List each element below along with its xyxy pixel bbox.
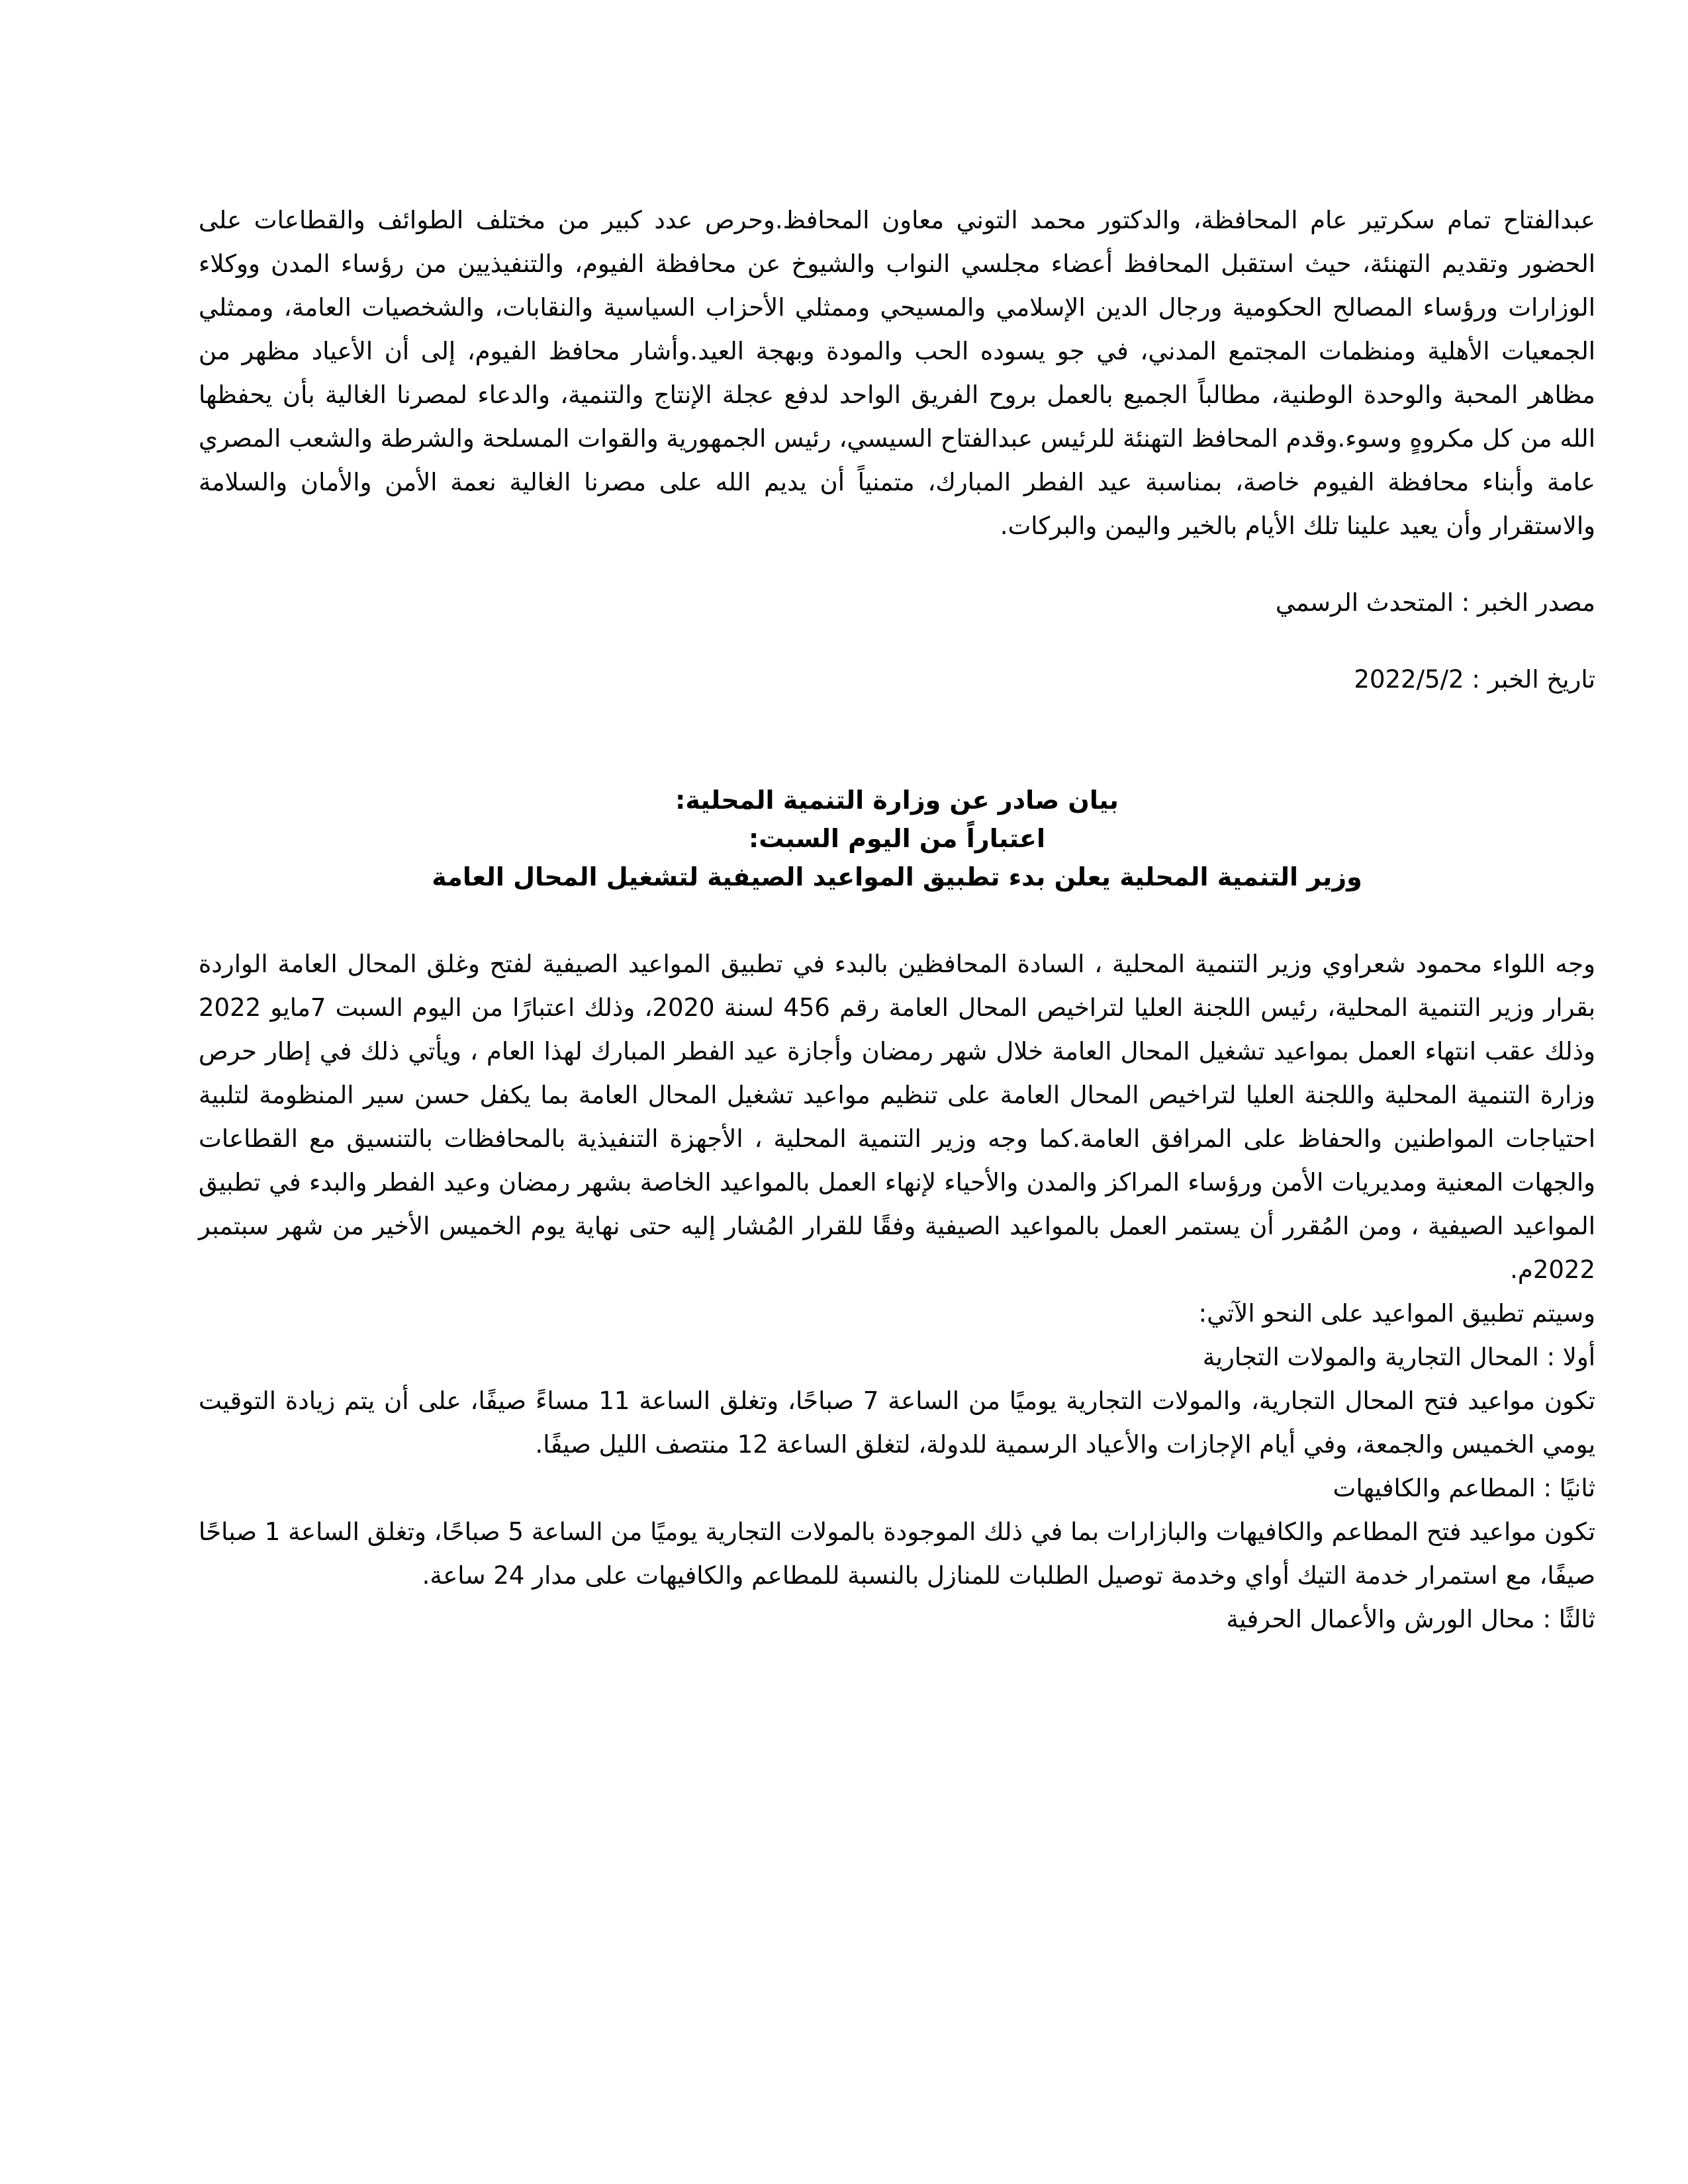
page-content <box>199 199 1595 1641</box>
statement-headline <box>199 781 1595 896</box>
section-third-title: ثالثًا : محال الورش والأعمال الحرفية <box>1226 1605 1595 1633</box>
news-date: تاريخ الخبر : 2022/5/2 <box>1354 665 1595 694</box>
statement-heading-2: اعتباراً من اليوم السبت: <box>749 824 1045 853</box>
news-source: مصدر الخبر : المتحدث الرسمي <box>1275 588 1595 617</box>
section-second-title: ثانيًا : المطاعم والكافيهات <box>1333 1474 1595 1502</box>
statement-heading-3: وزير التنمية المحلية يعلن بدء تطبيق المواعيد الصيفية لتشغيل المحال العامة <box>432 862 1362 891</box>
statement-intro: وسيتم تطبيق المواعيد على النحو الآتي: <box>1198 1299 1595 1328</box>
section-first-title: أولا : المحال التجارية والمولات التجارية <box>1202 1343 1595 1371</box>
article-paragraph: عبدالفتاح تمام سكرتير عام المحافظة، والدكتور محمد التوني معاون المحافظ.وحرص عدد كبير من مختلف الطوائف والقطاعات على الحضور وتقديم التهنئة، حيث استقبل المحافظ أعضاء مجلسي النواب والشيوخ عن محافظة الفيوم، والتنفيذيين من رؤساء المدن ووكلاء الوزارات ورؤساء المصالح الحكومية ورجال الدين الإسلامي والمسيحي وممثلي الأحزاب السياسية والنقابات، والشخصيات العامة، وممثلي الجمعيات الأهلية ومنظمات المجتمع المدني، في جو يسوده الحب والمودة وبهجة العيد.وأشار محافظ الفيوم، إلى أن الأعياد مظهر من مظاهر المحبة والوحدة الوطنية، مطالباً الجميع بالعمل بروح الفريق الواحد لدفع عجلة الإنتاج والتنمية، والدعاء لمصرنا الغالية بأن يحفظها الله من كل مكروهٍ وسوء.وقدم المحافظ التهنئة للرئيس عبدالفتاح السيسي، رئيس الجمهورية والقوات المسلحة والشرطة والشعب المصري عامة وأبناء محافظة الفيوم خاصة، بمناسبة عيد الفطر المبارك، متمنياً أن يديم الله على مصرنا الغالية نعمة الأمن والأمان والسلامة والاستقرار وأن يعيد علينا تلك الأيام بالخير واليمن والبركات. <box>199 206 1595 540</box>
statement-body-section <box>199 942 1595 1641</box>
section-second-body: تكون مواعيد فتح المطاعم والكافيهات والبازارات بما في ذلك الموجودة بالمولات التجارية يوميًا من الساعة 5 صباحًا، وتغلق الساعة 1 صباحًا صيفًا، مع استمرار خدمة التيك أواي وخدمة توصيل الطلبات للمنازل بالنسبة للمطاعم والكافيهات على مدار 24 ساعة. <box>199 1518 1595 1590</box>
statement-body: وجه اللواء محمود شعراوي وزير التنمية المحلية ، السادة المحافظين بالبدء في تطبيق المواعيد الصيفية لفتح وغلق المحال العامة الواردة بقرار وزير التنمية المحلية، رئيس اللجنة العليا لتراخيص المحال العامة رقم 456 لسنة 2020، وذلك اعتبارًا من اليوم السبت 7مايو 2022 وذلك عقب انتهاء العمل بمواعيد تشغيل المحال العامة خلال شهر رمضان وأجازة عيد الفطر المبارك لهذا العام ، ويأتي ذلك في إطار حرص وزارة التنمية المحلية واللجنة العليا لتراخيص المحال العامة على تنظيم مواعيد تشغيل المحال العامة بما يكفل حسن سير المنظومة لتلبية احتياجات المواطنين والحفاظ على المرافق العامة.كما وجه وزير التنمية المحلية ، الأجهزة التنفيذية بالمحافظات بالتنسيق مع القطاعات والجهات المعنية ومديريات الأمن ورؤساء المراكز والمدن والأحياء لإنهاء العمل بالمواعيد الخاصة بشهر رمضان وعيد الفطر والبدء في تطبيق المواعيد الصيفية ، ومن المُقرر أن يستمر العمل بالمواعيد الصيفية وفقًا للقرار المُشار إليه حتى نهاية يوم الخميس الأخير من شهر سبتمبر 2022م. <box>199 950 1595 1284</box>
statement-heading-1: بيان صادر عن وزارة التنمية المحلية: <box>675 786 1119 815</box>
section-first-body: تكون مواعيد فتح المحال التجارية، والمولات التجارية يوميًا من الساعة 7 صباحًا، وتغلق الساعة 11 مساءً صيفًا، على أن يتم زيادة التوقيت يومي الخميس والجمعة، وفي أيام الإجازات والأعياد الرسمية للدولة، لتغلق الساعة 12 منتصف الليل صيفًا. <box>199 1387 1595 1459</box>
